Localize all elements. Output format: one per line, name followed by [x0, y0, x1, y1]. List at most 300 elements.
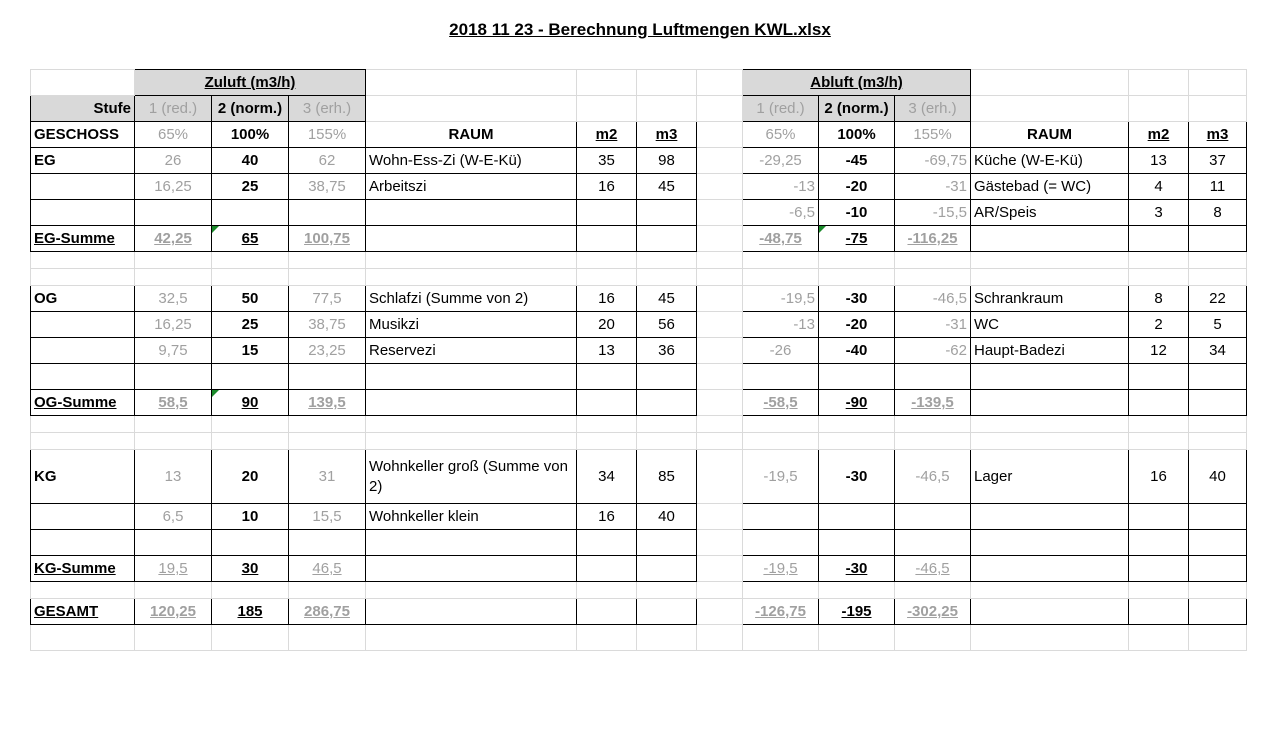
empty-cell[interactable]	[697, 312, 743, 338]
empty-cell[interactable]	[697, 364, 743, 390]
zuluft-m2-label[interactable]: m2	[577, 122, 637, 148]
geschoss-cell[interactable]: EG	[31, 148, 135, 174]
abluft-sum-erh[interactable]: -139,5	[895, 390, 971, 416]
zuluft-m2-cell[interactable]	[577, 226, 637, 252]
empty-cell[interactable]	[212, 269, 289, 286]
zuluft-m3-cell[interactable]: 98	[637, 148, 697, 174]
abluft-stufe-erh[interactable]: 3 (erh.)	[895, 96, 971, 122]
empty-cell[interactable]	[1189, 252, 1247, 269]
zuluft-red-cell[interactable]: 32,5	[135, 286, 212, 312]
empty-cell[interactable]	[1129, 582, 1189, 599]
zuluft-sum-norm[interactable]: 65	[212, 226, 289, 252]
abluft-m3-cell[interactable]	[1189, 364, 1247, 390]
zuluft-raum-cell[interactable]	[366, 556, 577, 582]
zuluft-m2-cell[interactable]	[577, 556, 637, 582]
abluft-stufe-red[interactable]: 1 (red.)	[743, 96, 819, 122]
empty-cell[interactable]	[1189, 96, 1247, 122]
abluft-raum-cell[interactable]: Lager	[971, 450, 1129, 504]
zuluft-erh-cell[interactable]: 38,75	[289, 312, 366, 338]
abluft-total-norm[interactable]: -195	[819, 599, 895, 625]
geschoss-cell[interactable]	[31, 530, 135, 556]
abluft-m2-cell[interactable]	[1129, 599, 1189, 625]
zuluft-sum-red[interactable]: 19,5	[135, 556, 212, 582]
abluft-erh-cell[interactable]	[895, 364, 971, 390]
zuluft-norm-cell[interactable]: 25	[212, 174, 289, 200]
empty-cell[interactable]	[637, 96, 697, 122]
abluft-m3-cell[interactable]: 5	[1189, 312, 1247, 338]
empty-cell[interactable]	[743, 269, 819, 286]
abluft-raum-cell[interactable]	[971, 504, 1129, 530]
geschoss-cell[interactable]	[31, 338, 135, 364]
empty-cell[interactable]	[212, 625, 289, 651]
empty-cell[interactable]	[819, 269, 895, 286]
zuluft-raum-cell[interactable]	[366, 364, 577, 390]
zuluft-sum-erh[interactable]: 46,5	[289, 556, 366, 582]
zuluft-m2-cell[interactable]	[577, 530, 637, 556]
empty-cell[interactable]	[697, 338, 743, 364]
empty-cell[interactable]	[1189, 416, 1247, 433]
zuluft-m2-cell[interactable]: 20	[577, 312, 637, 338]
zuluft-sum-erh[interactable]: 139,5	[289, 390, 366, 416]
zuluft-m3-cell[interactable]: 36	[637, 338, 697, 364]
zuluft-sum-erh[interactable]: 100,75	[289, 226, 366, 252]
zuluft-total-erh[interactable]: 286,75	[289, 599, 366, 625]
zuluft-raum-cell[interactable]: Reservezi	[366, 338, 577, 364]
empty-cell[interactable]	[1129, 96, 1189, 122]
abluft-erh-cell[interactable]	[895, 530, 971, 556]
empty-cell[interactable]	[366, 433, 577, 450]
zuluft-norm-cell[interactable]: 20	[212, 450, 289, 504]
zuluft-erh-cell[interactable]: 38,75	[289, 174, 366, 200]
abluft-sum-red[interactable]: -58,5	[743, 390, 819, 416]
geschoss-label[interactable]: GESCHOSS	[31, 122, 135, 148]
zuluft-percent-norm[interactable]: 100%	[212, 122, 289, 148]
zuluft-m2-cell[interactable]	[577, 390, 637, 416]
abluft-red-cell[interactable]: -13	[743, 174, 819, 200]
zuluft-red-cell[interactable]	[135, 530, 212, 556]
empty-cell[interactable]	[577, 582, 637, 599]
abluft-percent-norm[interactable]: 100%	[819, 122, 895, 148]
empty-cell[interactable]	[31, 70, 135, 96]
empty-cell[interactable]	[637, 625, 697, 651]
abluft-norm-cell[interactable]	[819, 504, 895, 530]
abluft-m3-label[interactable]: m3	[1189, 122, 1247, 148]
zuluft-erh-cell[interactable]: 77,5	[289, 286, 366, 312]
abluft-raum-cell[interactable]: Küche (W-E-Kü)	[971, 148, 1129, 174]
empty-cell[interactable]	[743, 625, 819, 651]
zuluft-m3-cell[interactable]	[637, 226, 697, 252]
zuluft-erh-cell[interactable]: 31	[289, 450, 366, 504]
abluft-m2-cell[interactable]: 3	[1129, 200, 1189, 226]
abluft-red-cell[interactable]: -19,5	[743, 450, 819, 504]
abluft-m3-cell[interactable]	[1189, 556, 1247, 582]
empty-cell[interactable]	[1129, 70, 1189, 96]
zuluft-m3-cell[interactable]	[637, 599, 697, 625]
abluft-norm-cell[interactable]: -40	[819, 338, 895, 364]
empty-cell[interactable]	[289, 582, 366, 599]
abluft-header[interactable]: Abluft (m3/h)	[743, 70, 971, 96]
abluft-raum-cell[interactable]	[971, 226, 1129, 252]
abluft-norm-cell[interactable]	[819, 364, 895, 390]
zuluft-raum-cell[interactable]	[366, 530, 577, 556]
empty-cell[interactable]	[366, 70, 577, 96]
abluft-erh-cell[interactable]: -62	[895, 338, 971, 364]
abluft-m3-cell[interactable]: 22	[1189, 286, 1247, 312]
abluft-raum-cell[interactable]	[971, 530, 1129, 556]
empty-cell[interactable]	[895, 252, 971, 269]
empty-cell[interactable]	[697, 174, 743, 200]
abluft-total-red[interactable]: -126,75	[743, 599, 819, 625]
abluft-sum-norm[interactable]: -90	[819, 390, 895, 416]
abluft-m2-cell[interactable]: 13	[1129, 148, 1189, 174]
abluft-m2-cell[interactable]	[1129, 364, 1189, 390]
zuluft-m2-cell[interactable]	[577, 364, 637, 390]
zuluft-raum-cell[interactable]: Wohnkeller klein	[366, 504, 577, 530]
abluft-m3-cell[interactable]: 11	[1189, 174, 1247, 200]
zuluft-norm-cell[interactable]	[212, 530, 289, 556]
zuluft-erh-cell[interactable]	[289, 530, 366, 556]
zuluft-raum-cell[interactable]: Wohnkeller groß (Summe von 2)	[366, 450, 577, 504]
zuluft-red-cell[interactable]	[135, 200, 212, 226]
abluft-red-cell[interactable]	[743, 364, 819, 390]
abluft-erh-cell[interactable]	[895, 504, 971, 530]
empty-cell[interactable]	[637, 252, 697, 269]
zuluft-m3-cell[interactable]: 56	[637, 312, 697, 338]
abluft-red-cell[interactable]: -13	[743, 312, 819, 338]
empty-cell[interactable]	[1129, 252, 1189, 269]
abluft-raum-cell[interactable]	[971, 364, 1129, 390]
abluft-norm-cell[interactable]: -45	[819, 148, 895, 174]
zuluft-raum-cell[interactable]: Wohn-Ess-Zi (W-E-Kü)	[366, 148, 577, 174]
empty-cell[interactable]	[289, 416, 366, 433]
empty-cell[interactable]	[577, 433, 637, 450]
zuluft-m2-cell[interactable]	[577, 200, 637, 226]
zuluft-raum-cell[interactable]	[366, 390, 577, 416]
abluft-raum-label[interactable]: RAUM	[971, 122, 1129, 148]
abluft-m2-cell[interactable]: 2	[1129, 312, 1189, 338]
zuluft-raum-cell[interactable]	[366, 200, 577, 226]
empty-cell[interactable]	[743, 416, 819, 433]
zuluft-red-cell[interactable]	[135, 364, 212, 390]
abluft-raum-cell[interactable]: AR/Speis	[971, 200, 1129, 226]
empty-cell[interactable]	[637, 269, 697, 286]
empty-cell[interactable]	[31, 416, 135, 433]
zuluft-m3-cell[interactable]	[637, 530, 697, 556]
empty-cell[interactable]	[212, 252, 289, 269]
sum-label-cell[interactable]: OG-Summe	[31, 390, 135, 416]
empty-cell[interactable]	[577, 96, 637, 122]
abluft-m3-cell[interactable]	[1189, 504, 1247, 530]
zuluft-erh-cell[interactable]: 23,25	[289, 338, 366, 364]
empty-cell[interactable]	[135, 269, 212, 286]
zuluft-erh-cell[interactable]	[289, 200, 366, 226]
empty-cell[interactable]	[971, 582, 1129, 599]
empty-cell[interactable]	[1129, 433, 1189, 450]
empty-cell[interactable]	[743, 582, 819, 599]
empty-cell[interactable]	[971, 252, 1129, 269]
zuluft-stufe-erh[interactable]: 3 (erh.)	[289, 96, 366, 122]
empty-cell[interactable]	[212, 582, 289, 599]
empty-cell[interactable]	[1189, 433, 1247, 450]
empty-cell[interactable]	[895, 582, 971, 599]
abluft-m2-cell[interactable]	[1129, 530, 1189, 556]
abluft-percent-erh[interactable]: 155%	[895, 122, 971, 148]
abluft-raum-cell[interactable]: Haupt-Badezi	[971, 338, 1129, 364]
empty-cell[interactable]	[289, 625, 366, 651]
empty-cell[interactable]	[135, 433, 212, 450]
zuluft-m3-cell[interactable]	[637, 200, 697, 226]
abluft-m2-cell[interactable]: 4	[1129, 174, 1189, 200]
empty-cell[interactable]	[577, 416, 637, 433]
empty-cell[interactable]	[1129, 625, 1189, 651]
empty-cell[interactable]	[697, 416, 743, 433]
abluft-m2-cell[interactable]: 8	[1129, 286, 1189, 312]
zuluft-m3-cell[interactable]: 45	[637, 286, 697, 312]
abluft-red-cell[interactable]: -19,5	[743, 286, 819, 312]
zuluft-norm-cell[interactable]	[212, 364, 289, 390]
zuluft-m2-cell[interactable]: 13	[577, 338, 637, 364]
geschoss-cell[interactable]: KG	[31, 450, 135, 504]
empty-cell[interactable]	[895, 625, 971, 651]
empty-cell[interactable]	[289, 252, 366, 269]
empty-cell[interactable]	[697, 148, 743, 174]
geschoss-cell[interactable]	[31, 364, 135, 390]
abluft-erh-cell[interactable]: -15,5	[895, 200, 971, 226]
zuluft-m3-cell[interactable]	[637, 556, 697, 582]
zuluft-m3-cell[interactable]	[637, 390, 697, 416]
abluft-red-cell[interactable]: -26	[743, 338, 819, 364]
empty-cell[interactable]	[637, 582, 697, 599]
zuluft-sum-red[interactable]: 58,5	[135, 390, 212, 416]
empty-cell[interactable]	[743, 433, 819, 450]
abluft-sum-red[interactable]: -48,75	[743, 226, 819, 252]
empty-cell[interactable]	[366, 416, 577, 433]
empty-cell[interactable]	[31, 269, 135, 286]
geschoss-cell[interactable]	[31, 312, 135, 338]
zuluft-erh-cell[interactable]: 15,5	[289, 504, 366, 530]
zuluft-norm-cell[interactable]	[212, 200, 289, 226]
empty-cell[interactable]	[366, 269, 577, 286]
abluft-erh-cell[interactable]: -69,75	[895, 148, 971, 174]
zuluft-percent-red[interactable]: 65%	[135, 122, 212, 148]
empty-cell[interactable]	[1189, 269, 1247, 286]
abluft-raum-cell[interactable]: Schrankraum	[971, 286, 1129, 312]
abluft-raum-cell[interactable]	[971, 556, 1129, 582]
zuluft-red-cell[interactable]: 26	[135, 148, 212, 174]
abluft-m3-cell[interactable]: 34	[1189, 338, 1247, 364]
abluft-red-cell[interactable]: -29,25	[743, 148, 819, 174]
abluft-sum-norm[interactable]: -75	[819, 226, 895, 252]
abluft-m2-cell[interactable]: 16	[1129, 450, 1189, 504]
zuluft-m3-cell[interactable]: 40	[637, 504, 697, 530]
geschoss-cell[interactable]	[31, 200, 135, 226]
empty-cell[interactable]	[577, 70, 637, 96]
empty-cell[interactable]	[697, 433, 743, 450]
empty-cell[interactable]	[971, 416, 1129, 433]
abluft-norm-cell[interactable]: -30	[819, 450, 895, 504]
empty-cell[interactable]	[289, 433, 366, 450]
abluft-norm-cell[interactable]: -20	[819, 312, 895, 338]
empty-cell[interactable]	[577, 625, 637, 651]
zuluft-m2-cell[interactable]: 16	[577, 504, 637, 530]
abluft-sum-erh[interactable]: -46,5	[895, 556, 971, 582]
abluft-sum-norm[interactable]: -30	[819, 556, 895, 582]
empty-cell[interactable]	[637, 433, 697, 450]
abluft-m2-cell[interactable]	[1129, 504, 1189, 530]
abluft-sum-red[interactable]: -19,5	[743, 556, 819, 582]
abluft-norm-cell[interactable]: -30	[819, 286, 895, 312]
zuluft-red-cell[interactable]: 6,5	[135, 504, 212, 530]
empty-cell[interactable]	[697, 226, 743, 252]
empty-cell[interactable]	[135, 416, 212, 433]
empty-cell[interactable]	[289, 269, 366, 286]
empty-cell[interactable]	[895, 416, 971, 433]
empty-cell[interactable]	[135, 582, 212, 599]
sum-label-cell[interactable]: EG-Summe	[31, 226, 135, 252]
abluft-stufe-norm[interactable]: 2 (norm.)	[819, 96, 895, 122]
empty-cell[interactable]	[697, 599, 743, 625]
zuluft-m2-cell[interactable]: 35	[577, 148, 637, 174]
zuluft-norm-cell[interactable]: 10	[212, 504, 289, 530]
empty-cell[interactable]	[971, 269, 1129, 286]
zuluft-sum-norm[interactable]: 90	[212, 390, 289, 416]
sum-label-cell[interactable]: KG-Summe	[31, 556, 135, 582]
stufe-label[interactable]: Stufe	[31, 96, 135, 122]
empty-cell[interactable]	[971, 96, 1129, 122]
zuluft-percent-erh[interactable]: 155%	[289, 122, 366, 148]
empty-cell[interactable]	[819, 416, 895, 433]
abluft-m3-cell[interactable]	[1189, 599, 1247, 625]
zuluft-raum-cell[interactable]	[366, 599, 577, 625]
abluft-red-cell[interactable]: -6,5	[743, 200, 819, 226]
empty-cell[interactable]	[697, 582, 743, 599]
empty-cell[interactable]	[697, 450, 743, 504]
empty-cell[interactable]	[31, 252, 135, 269]
empty-cell[interactable]	[697, 252, 743, 269]
empty-cell[interactable]	[212, 433, 289, 450]
empty-cell[interactable]	[971, 433, 1129, 450]
zuluft-stufe-red[interactable]: 1 (red.)	[135, 96, 212, 122]
zuluft-header[interactable]: Zuluft (m3/h)	[135, 70, 366, 96]
abluft-m3-cell[interactable]: 8	[1189, 200, 1247, 226]
empty-cell[interactable]	[697, 286, 743, 312]
empty-cell[interactable]	[637, 70, 697, 96]
geschoss-cell[interactable]	[31, 174, 135, 200]
empty-cell[interactable]	[819, 252, 895, 269]
empty-cell[interactable]	[697, 200, 743, 226]
empty-cell[interactable]	[31, 433, 135, 450]
zuluft-raum-cell[interactable]: Musikzi	[366, 312, 577, 338]
empty-cell[interactable]	[31, 625, 135, 651]
abluft-erh-cell[interactable]: -31	[895, 174, 971, 200]
zuluft-m2-cell[interactable]: 34	[577, 450, 637, 504]
empty-cell[interactable]	[971, 70, 1129, 96]
abluft-erh-cell[interactable]: -46,5	[895, 450, 971, 504]
empty-cell[interactable]	[895, 269, 971, 286]
empty-cell[interactable]	[697, 504, 743, 530]
zuluft-m2-cell[interactable]: 16	[577, 174, 637, 200]
abluft-raum-cell[interactable]	[971, 599, 1129, 625]
zuluft-raum-cell[interactable]: Arbeitszi	[366, 174, 577, 200]
abluft-raum-cell[interactable]: WC	[971, 312, 1129, 338]
zuluft-red-cell[interactable]: 16,25	[135, 174, 212, 200]
abluft-m3-cell[interactable]: 37	[1189, 148, 1247, 174]
empty-cell[interactable]	[697, 556, 743, 582]
zuluft-m2-cell[interactable]: 16	[577, 286, 637, 312]
abluft-red-cell[interactable]	[743, 530, 819, 556]
empty-cell[interactable]	[212, 416, 289, 433]
empty-cell[interactable]	[1189, 70, 1247, 96]
empty-cell[interactable]	[743, 252, 819, 269]
empty-cell[interactable]	[135, 252, 212, 269]
zuluft-total-norm[interactable]: 185	[212, 599, 289, 625]
abluft-raum-cell[interactable]: Gästebad (= WC)	[971, 174, 1129, 200]
empty-cell[interactable]	[697, 390, 743, 416]
abluft-sum-erh[interactable]: -116,25	[895, 226, 971, 252]
empty-cell[interactable]	[366, 582, 577, 599]
empty-cell[interactable]	[819, 625, 895, 651]
abluft-norm-cell[interactable]: -20	[819, 174, 895, 200]
zuluft-red-cell[interactable]: 9,75	[135, 338, 212, 364]
abluft-m3-cell[interactable]	[1189, 390, 1247, 416]
geschoss-cell[interactable]	[31, 504, 135, 530]
abluft-m2-cell[interactable]	[1129, 226, 1189, 252]
zuluft-erh-cell[interactable]: 62	[289, 148, 366, 174]
geschoss-cell[interactable]: OG	[31, 286, 135, 312]
empty-cell[interactable]	[366, 96, 577, 122]
empty-cell[interactable]	[366, 625, 577, 651]
abluft-erh-cell[interactable]: -31	[895, 312, 971, 338]
empty-cell[interactable]	[697, 625, 743, 651]
zuluft-red-cell[interactable]: 16,25	[135, 312, 212, 338]
empty-cell[interactable]	[697, 70, 743, 96]
abluft-m2-cell[interactable]	[1129, 390, 1189, 416]
zuluft-norm-cell[interactable]: 40	[212, 148, 289, 174]
empty-cell[interactable]	[895, 433, 971, 450]
empty-cell[interactable]	[366, 252, 577, 269]
abluft-percent-red[interactable]: 65%	[743, 122, 819, 148]
empty-cell[interactable]	[819, 582, 895, 599]
zuluft-m3-cell[interactable]	[637, 364, 697, 390]
zuluft-raum-cell[interactable]	[366, 226, 577, 252]
empty-cell[interactable]	[1189, 582, 1247, 599]
abluft-norm-cell[interactable]	[819, 530, 895, 556]
abluft-erh-cell[interactable]: -46,5	[895, 286, 971, 312]
zuluft-sum-norm[interactable]: 30	[212, 556, 289, 582]
abluft-m3-cell[interactable]: 40	[1189, 450, 1247, 504]
zuluft-m2-cell[interactable]	[577, 599, 637, 625]
abluft-m3-cell[interactable]	[1189, 226, 1247, 252]
empty-cell[interactable]	[697, 122, 743, 148]
empty-cell[interactable]	[1189, 625, 1247, 651]
empty-cell[interactable]	[819, 433, 895, 450]
abluft-norm-cell[interactable]: -10	[819, 200, 895, 226]
zuluft-m3-cell[interactable]: 85	[637, 450, 697, 504]
abluft-m2-cell[interactable]	[1129, 556, 1189, 582]
abluft-m2-cell[interactable]: 12	[1129, 338, 1189, 364]
empty-cell[interactable]	[637, 416, 697, 433]
zuluft-norm-cell[interactable]: 25	[212, 312, 289, 338]
abluft-raum-cell[interactable]	[971, 390, 1129, 416]
empty-cell[interactable]	[135, 625, 212, 651]
empty-cell[interactable]	[1129, 416, 1189, 433]
zuluft-m3-label[interactable]: m3	[637, 122, 697, 148]
zuluft-erh-cell[interactable]	[289, 364, 366, 390]
zuluft-norm-cell[interactable]: 15	[212, 338, 289, 364]
empty-cell[interactable]	[697, 269, 743, 286]
empty-cell[interactable]	[697, 96, 743, 122]
zuluft-red-cell[interactable]: 13	[135, 450, 212, 504]
